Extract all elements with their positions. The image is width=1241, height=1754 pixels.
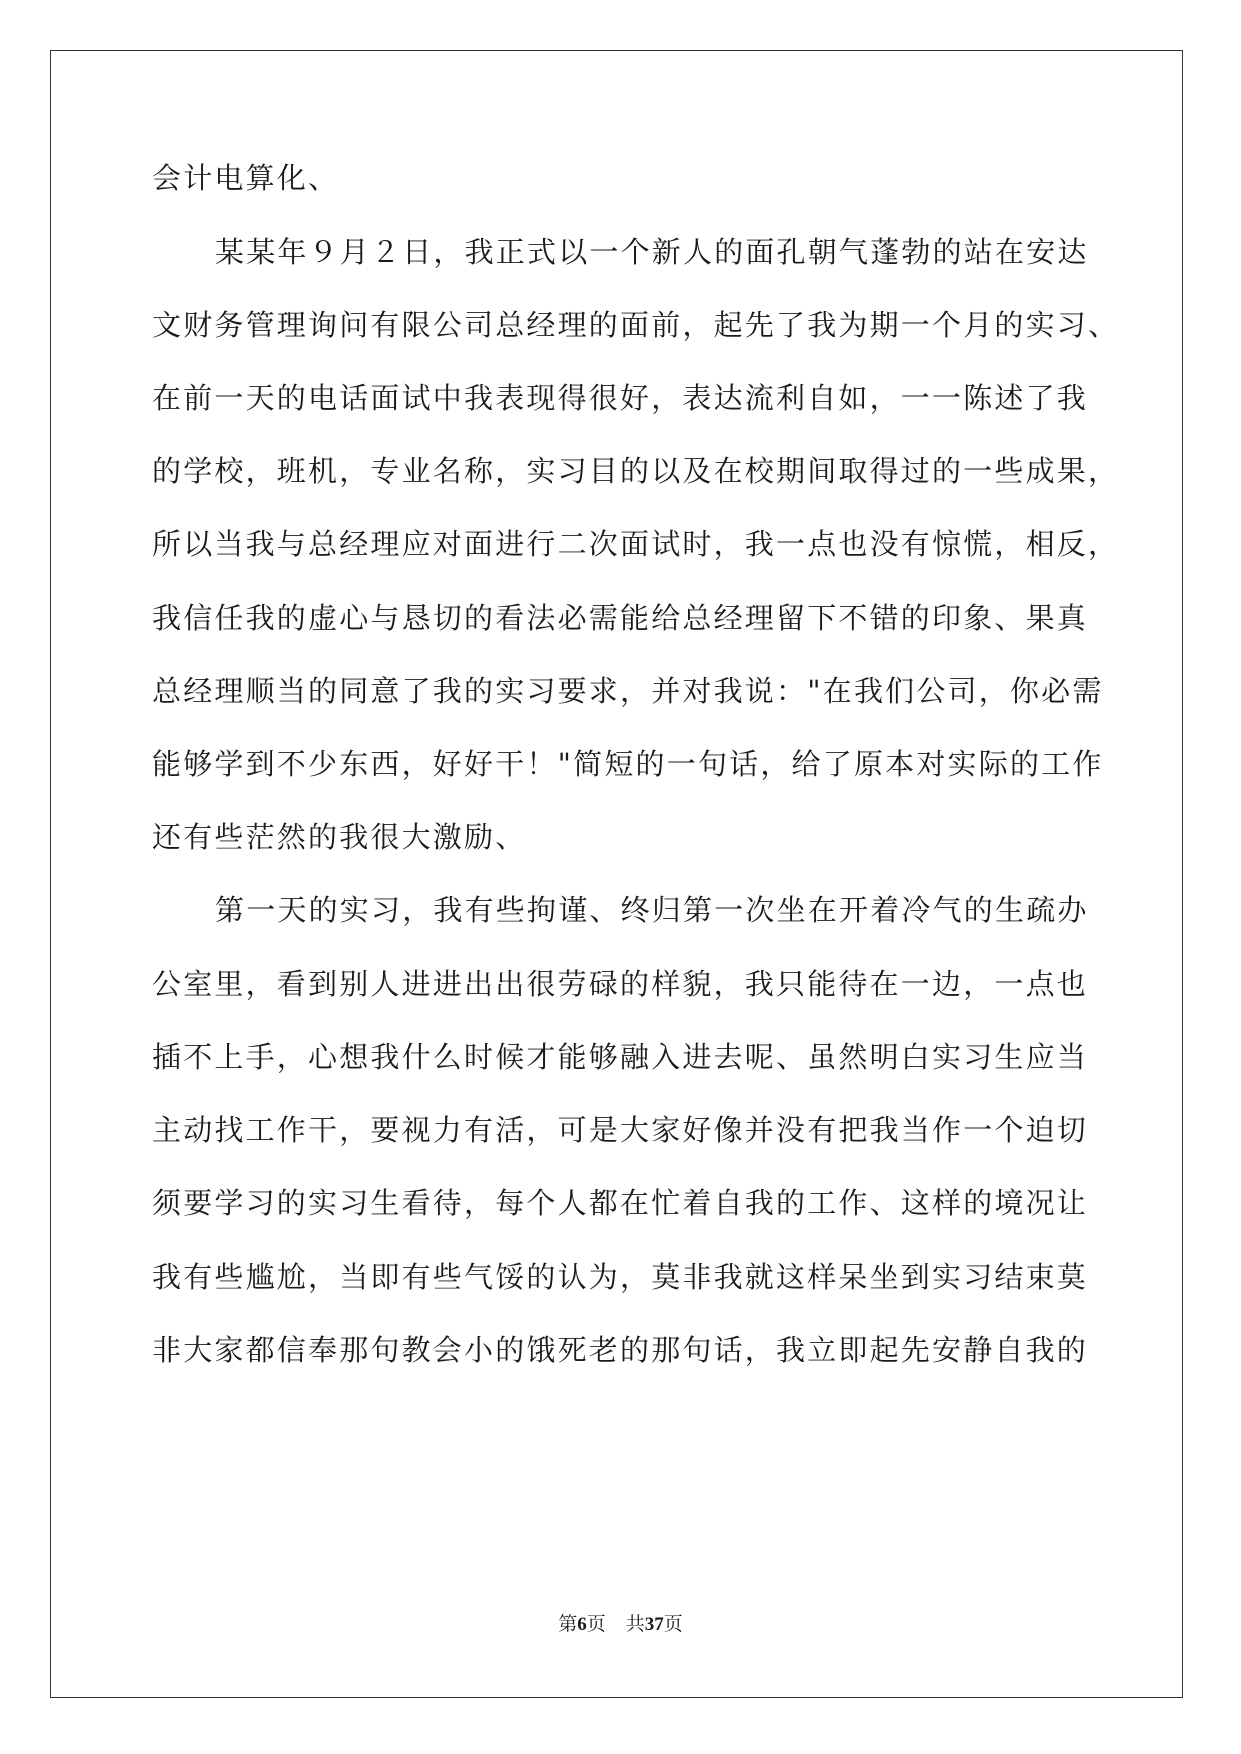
current-page-number: 6 — [577, 1614, 587, 1635]
body-line: 我信任我的虚心与恳切的看法必需能给总经理留下不错的印象、果真 — [152, 601, 1089, 635]
total-prefix: 共 — [625, 1613, 645, 1635]
body-line: 会计电算化、 — [152, 161, 340, 195]
body-line: 插不上手，心想我什么时候才能够融入进去呢、虽然明白实习生应当 — [152, 1040, 1089, 1074]
body-line: 还有些茫然的我很大激励、 — [152, 820, 527, 854]
body-line: 非大家都信奉那句教会小的饿死老的那句话，我立即起先安静自我的 — [152, 1333, 1089, 1367]
body-line: 文财务管理询问有限公司总经理的面前，起先了我为期一个月的实习、 — [152, 308, 1120, 342]
body-line: 在前一天的电话面试中我表现得很好，表达流利自如，一一陈述了我 — [152, 381, 1089, 415]
body-line: 主动找工作干，要视力有活，可是大家好像并没有把我当作一个迫切 — [152, 1113, 1089, 1147]
body-line: 总经理顺当的同意了我的实习要求，并对我说："在我们公司，你必需 — [152, 674, 1104, 708]
total-pages-number: 37 — [644, 1614, 664, 1635]
body-line: 能够学到不少东西，好好干！"简短的一句话，给了原本对实际的工作 — [152, 747, 1104, 781]
page-suffix: 页 — [586, 1613, 606, 1635]
body-line: 第一天的实习，我有些拘谨、终归第一次坐在开着冷气的生疏办 — [215, 893, 1089, 927]
body-line: 我有些尴尬，当即有些气馁的认为，莫非我就这样呆坐到实习结束莫 — [152, 1260, 1089, 1294]
total-suffix: 页 — [663, 1613, 683, 1635]
body-line: 的学校，班机，专业名称，实习目的以及在校期间取得过的一些成果， — [152, 454, 1120, 488]
body-line: 所以当我与总经理应对面进行二次面试时，我一点也没有惊慌，相反， — [152, 527, 1120, 561]
page-footer — [0, 1612, 1241, 1637]
page-border — [50, 50, 1183, 1698]
body-line: 公室里，看到别人进进出出很劳碌的样貌，我只能待在一边，一点也 — [152, 967, 1089, 1001]
body-line: 须要学习的实习生看待，每个人都在忙着自我的工作、这样的境况让 — [152, 1186, 1089, 1220]
body-line: 某某年９月２日，我正式以一个新人的面孔朝气蓬勃的站在安达 — [215, 235, 1089, 269]
page-prefix: 第 — [558, 1613, 578, 1635]
